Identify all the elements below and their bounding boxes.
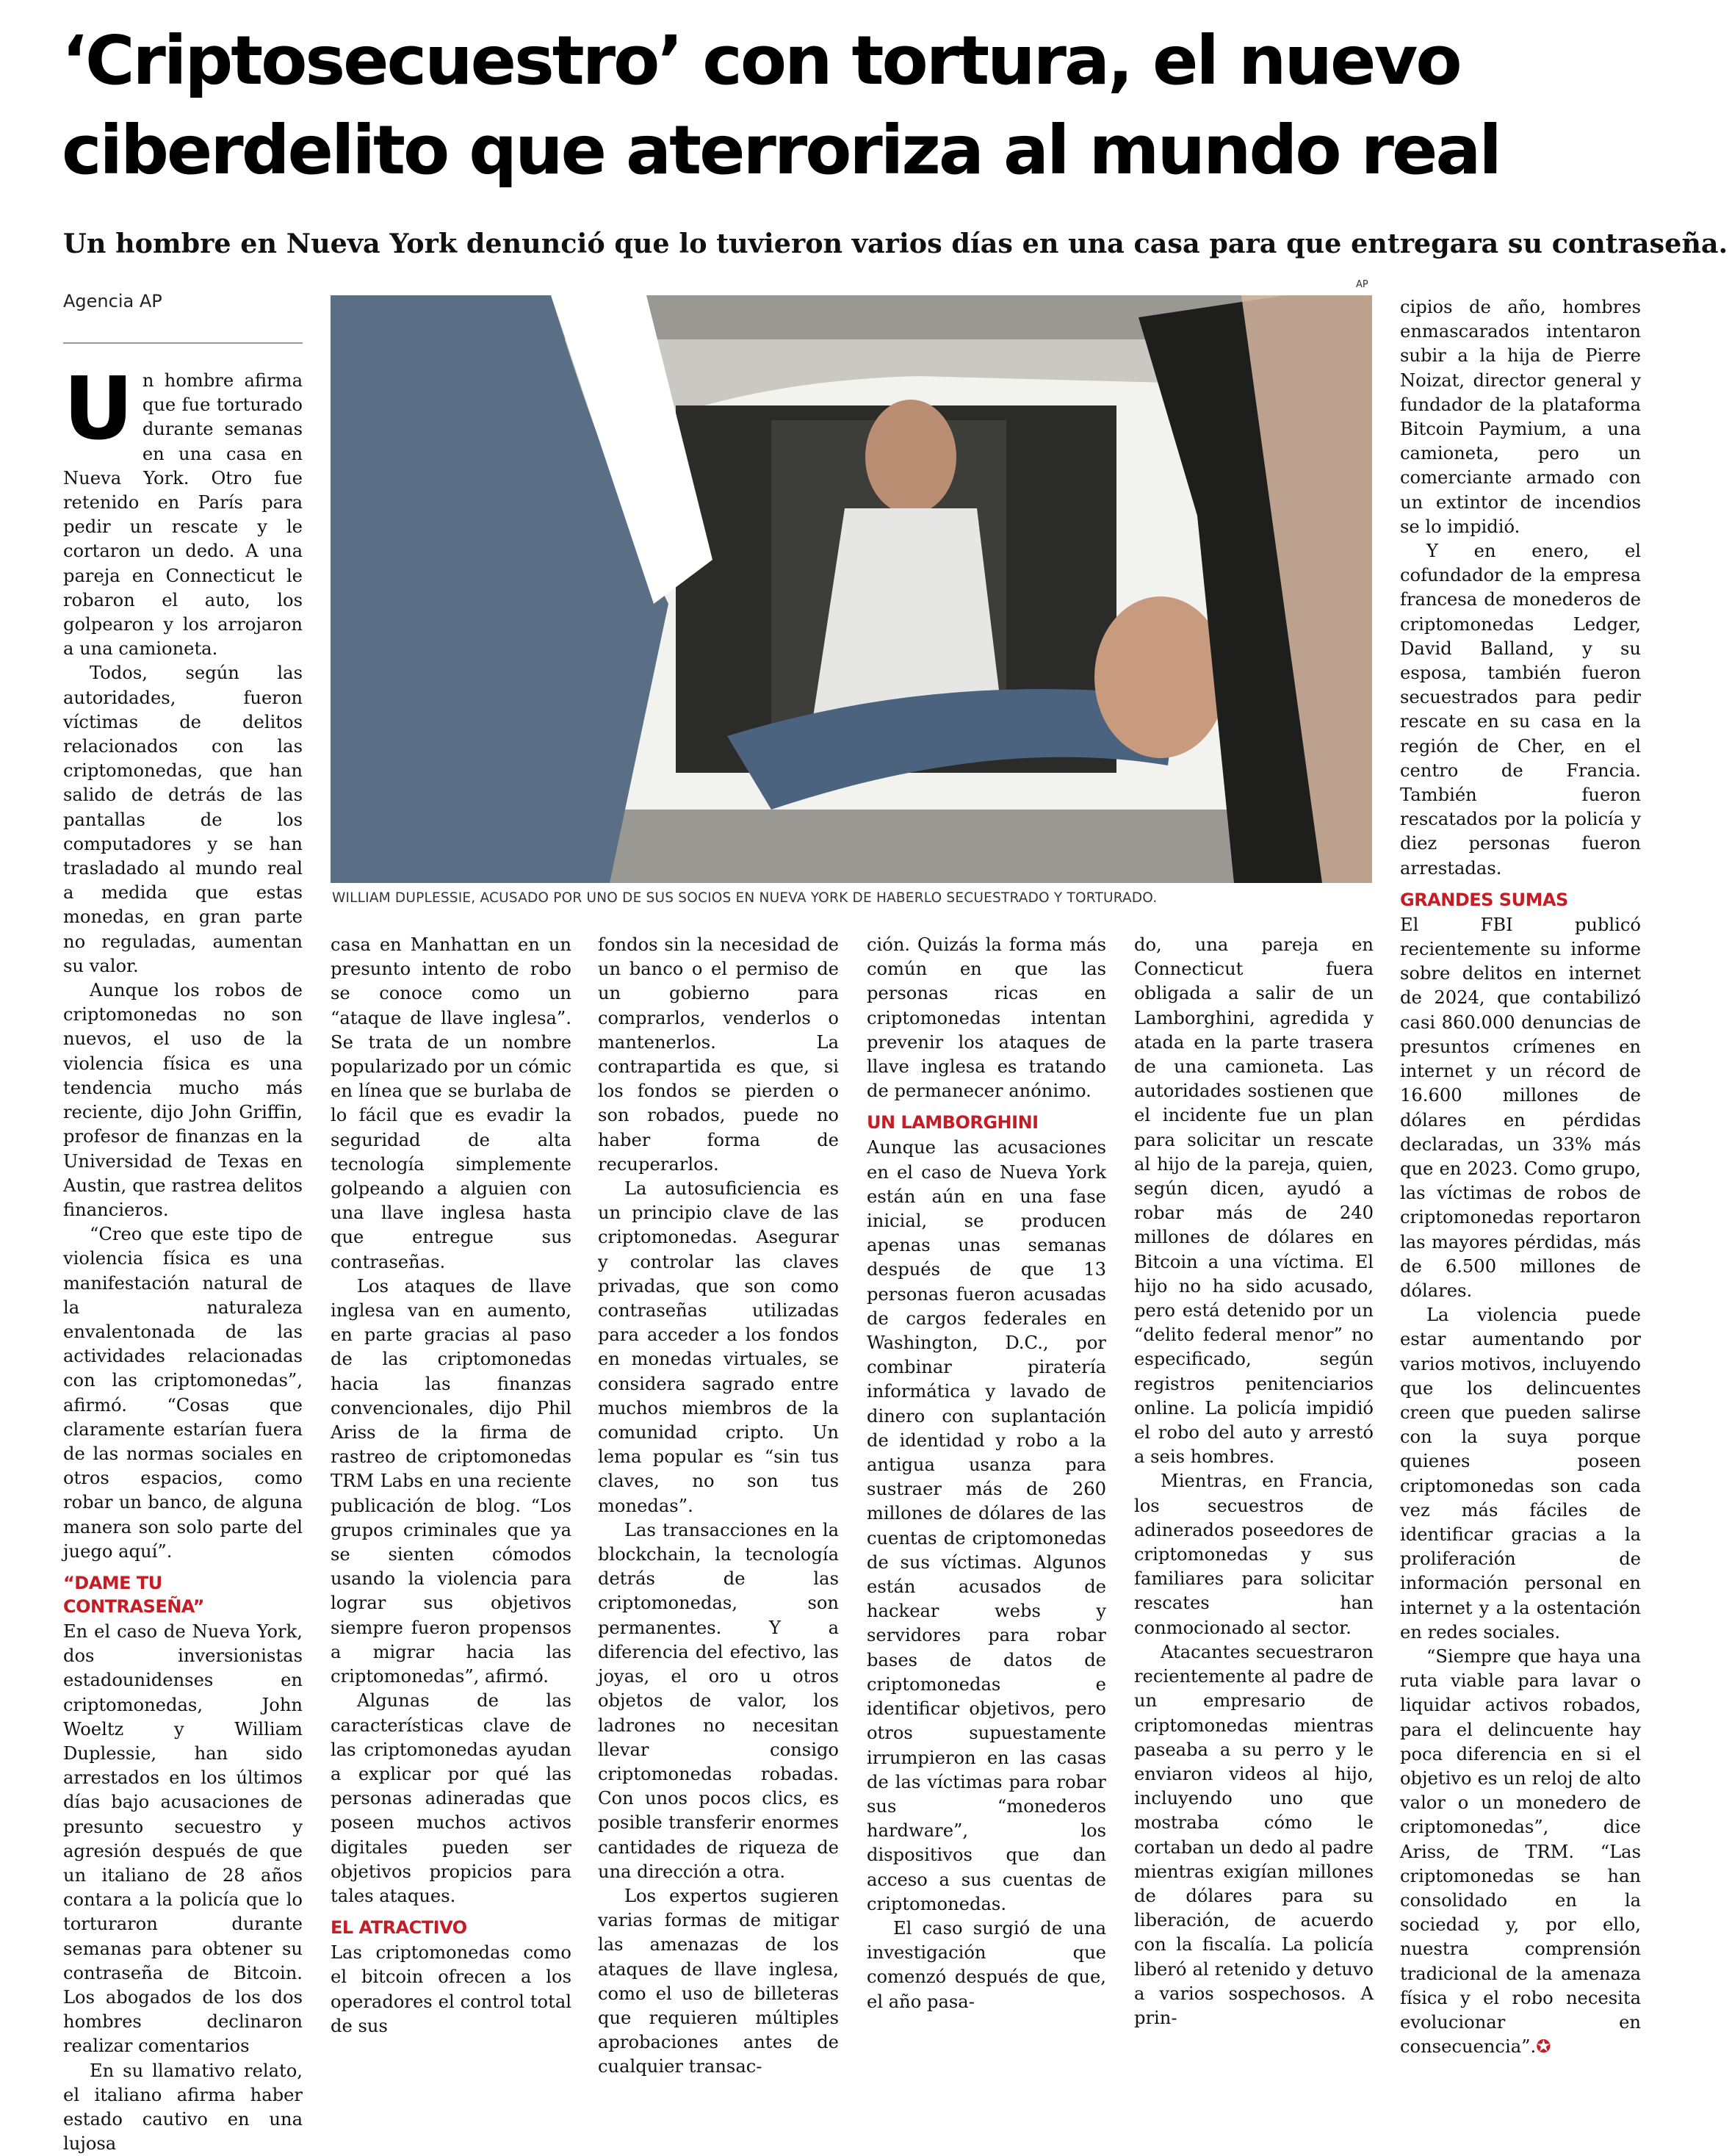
body-paragraph: Y en enero, el cofundador de la empresa francesa de monederos de criptomonedas Ledger, David Balland, y su esposa, también fueron secuestrados para pedir rescate en su casa en la región de Cher, en el centro de Francia. También fueron rescatados por la policía y diez personas fueron arrestadas.: [1400, 541, 1641, 879]
photo-credit: AP: [1356, 279, 1368, 290]
headline: ‘Criptosecuestro’ con tortura, el nuevo ciberdelito que aterroriza al mundo real: [62, 21, 1500, 190]
body-paragraph: El caso surgió de una investigación que comenzó después de que, el año pasa-: [867, 1917, 1106, 2012]
body-paragraph: Algunas de las características clave de las criptomonedas ayudan a explicar por qué las personas adineradas que poseen muchos activos digitales pueden ser objetivos propicios para tales ataques.: [331, 1690, 571, 1906]
body-paragraph: Mientras, en Francia, los secuestros de adinerados poseedores de criptomonedas y sus familiares para solicitar rescates han conmocionado al sector.: [1134, 1471, 1374, 1638]
body-paragraph: do, una pareja en Connecticut fuera obligada a salir de un Lamborghini, agredida y atada en la parte trasera de una camioneta. Las autoridades sostienen que el incidente fue un plan para solicitar un rescate al hijo de la pareja, quien, según dicen, ayudó a robar más de 240 millones de dólares en Bitcoin a una víctima. El hijo no ha sido acusado, pero está detenido por un “delito federal menor” no especificado, según registros penitenciarios online. La policía impidió el robo del auto y arrestó a seis hombres.: [1134, 934, 1374, 1468]
body-paragraph: casa en Manhattan en un presunto intento de robo se conoce como un “ataque de llave inglesa”. Se trata de un nombre popularizado por un cómic en línea que se burlaba de lo fácil que es evadir la seguridad de alta tecnología simplemente golpeando a alguien con una llave inglesa hasta que entregue sus contraseñas.: [331, 934, 571, 1272]
body-paragraph: Las criptomonedas como el bitcoin ofrecen a los operadores el control total de sus: [331, 1942, 571, 2036]
section-heading-grandes-sumas: GRANDES SUMAS: [1400, 889, 1568, 910]
body-paragraph: La violencia puede estar aumentando por varios motivos, incluyendo que los delincuentes creen que pueden salirse con la suya porque quienes poseen criptomonedas son cada vez más fáciles de identificar gracias a la proliferación de información personal en internet y a la ostentación en redes sociales.: [1400, 1305, 1641, 1643]
section-heading-dame-tu-contrasena: “DAME TU CONTRASEÑA”: [63, 1572, 204, 1617]
column-6: [1400, 295, 1641, 2058]
column-5: [1134, 933, 1374, 2028]
body-paragraph: El FBI publicó recientemente su informe sobre delitos en internet de 2024, que contabilizó casi 860.000 denuncias de presuntos crímenes en internet y un récord de 16.600 millones de dólares en pérdidas declaradas, un 33% más que en 2023. Como grupo, las víctimas de robos de criptomonedas reportaron las mayores pérdidas, más de 6.500 millones de dólares.: [1400, 914, 1641, 1301]
body-paragraph: La autosuficiencia es un principio clave de las criptomonedas. Asegurar y controlar las claves privadas, que son como contraseñas utilizadas para acceder a los fondos en monedas virtuales, se considera sagrado entre muchos miembros de la comunidad cripto. Un lema popular es “sin tus claves, no son tus monedas”.: [598, 1178, 839, 1516]
drop-cap: U: [63, 358, 134, 459]
body-paragraph: Las transacciones en la blockchain, la tecnología detrás de las criptomonedas, son permanentes. Y a diferencia del efectivo, las joyas, el oro u otros objetos de valor, los ladrones no necesitan llevar consigo criptomonedas robadas. Con unos pocos clics, es posible transferir enormes cantidades de riqueza de una dirección a otra.: [598, 1519, 839, 1882]
lead-paragraph: Un hombre afirma que fue torturado durante semanas en una casa en Nueva York. Otro fue retenido en París para pedir un rescate y le cortaron un dedo. A una pareja en Connecticut le robaron el auto, los golpearon y los arrojaron a una camioneta.: [63, 358, 303, 660]
body-paragraph: Todos, según las autoridades, fueron víctimas de delitos relacionados con las criptomonedas, que han salido de detrás de las pantallas de los computadores y se han trasladado al mundo real a medida que estas monedas, en gran parte no reguladas, aumentan su valor.: [63, 663, 303, 976]
byline-divider: [63, 342, 303, 344]
body-paragraph: cipios de año, hombres enmascarados intentaron subir a la hija de Pierre Noizat, director general y fundador de la plataforma Bitcoin Paymium, a una camioneta, pero un comerciante armado con un extintor de incendios se lo impidió.: [1400, 297, 1641, 537]
section-heading-un-lamborghini: UN LAMBORGHINI: [867, 1112, 1039, 1133]
body-paragraph: “Creo que este tipo de violencia física es una manifestación natural de la naturaleza envalentonada de las actividades relacionadas con las criptomonedas”, afirmó. “Cosas que claramente estarían fuera de las normas sociales en otros espacios, como robar un banco, de alguna manera son solo parte del juego aquí”.: [63, 1224, 303, 1562]
body-paragraph: Los expertos sugieren varias formas de mitigar las amenazas de los ataques de llave inglesa, como el uso de billeteras que requieren múltiples aprobaciones antes de cualquier transac-: [598, 1885, 839, 2077]
body-paragraph: Atacantes secuestraron recientemente al padre de un empresario de criptomonedas mientras paseaba a su perro y le enviaron videos al hijo, incluyendo uno que mostraba cómo le cortaban un dedo al padre mientras exigían millones de dólares para su liberación, de acuerdo con la fiscalía. La policía liberó al retenido y detuvo a varios sospechosos. A prin-: [1134, 1641, 1374, 2028]
byline: Agencia AP: [63, 291, 162, 311]
photo-caption: WILLIAM DUPLESSIE, ACUSADO POR UNO DE SUS SOCIOS EN NUEVA YORK DE HABERLO SECUESTRADO Y TORTURADO.: [332, 890, 1158, 906]
body-paragraph: Aunque las acusaciones en el caso de Nueva York están aún en una fase inicial, se producen apenas unas semanas después de que 13 personas fueron acusadas de cargos federales en Washington, D.C., por combinar piratería informática y lavado de dinero con suplantación de identidad y robo a la antigua usanza para sustraer más de 260 millones de dólares de las cuentas de criptomonedas de sus víctimas. Algunos están acusados de hackear webs y servidores para robar bases de datos de criptomonedas e identificar objetivos, pero otros supuestamente irrumpieron en las casas de las víctimas para robar sus “monederos hardware”, los dispositivos que dan acceso a sus cuentas de criptomonedas.: [867, 1137, 1106, 1914]
body-paragraph: fondos sin la necesidad de un banco o el permiso de un gobierno para comprarlos, venderlos o mantenerlos. La contrapartida es que, si los fondos se pierden o son robados, puede no haber forma de recuperarlos.: [598, 934, 839, 1175]
body-paragraph: Aunque los robos de criptomonedas no son nuevos, el uso de la violencia física es una tendencia mucho más reciente, dijo John Griffin, profesor de finanzas en la Universidad de Texas en Austin, que rastrea delitos financieros.: [63, 980, 303, 1220]
column-3: [598, 933, 839, 2077]
end-mark-icon: ✪: [1536, 2036, 1551, 2058]
article-photo: [331, 295, 1372, 883]
column-1: [63, 358, 303, 2155]
column-4: [867, 933, 1106, 2012]
body-paragraph: En el caso de Nueva York, dos inversionistas estadounidenses en criptomonedas, John Woeltz y William Duplessie, han sido arrestados en los últimos días bajo acusaciones de presunto secuestro y agresión después de que un italiano de 28 años contara a la policía que lo torturaron durante semanas para obtener su contraseña de Bitcoin. Los abogados de los dos hombres declinaron realizar comentarios: [63, 1620, 303, 2057]
column-2: [331, 933, 571, 2036]
closing-paragraph: “Siempre que haya una ruta viable para lavar o liquidar activos robados, para el delincuente hay poca diferencia en si el objetivo es un reloj de alto valor o un monedero de criptomonedas”, dice Ariss, de TRM. “Las criptomonedas se han consolidado en la sociedad y, por ello, nuestra comprensión tradicional de la amenaza física y el robo necesita evolucionar en consecuencia”.✪: [1400, 1645, 1641, 2058]
body-paragraph: Los ataques de llave inglesa van en aumento, en parte gracias al paso de las criptomonedas hacia las finanzas convencionales, dijo Phil Ariss de la firma de rastreo de criptomonedas TRM Labs en una reciente publicación de blog. “Los grupos criminales que ya se sienten cómodos usando la violencia para lograr sus objetivos siempre fueron propensos a migrar hacia las criptomonedas”, afirmó.: [331, 1275, 571, 1687]
body-paragraph: ción. Quizás la forma más común en que las personas ricas en criptomonedas intentan prevenir los ataques de llave inglesa es tratando de permanecer anónimo.: [867, 934, 1106, 1102]
body-paragraph: En su llamativo relato, el italiano afirma haber estado cautivo en una lujosa: [63, 2060, 303, 2155]
subheadline: Un hombre en Nueva York denunció que lo tuvieron varios días en una casa para que entregara su contraseña.: [63, 228, 1728, 259]
section-heading-el-atractivo: EL ATRACTIVO: [331, 1917, 467, 1939]
photo-illustration: [331, 295, 1372, 883]
